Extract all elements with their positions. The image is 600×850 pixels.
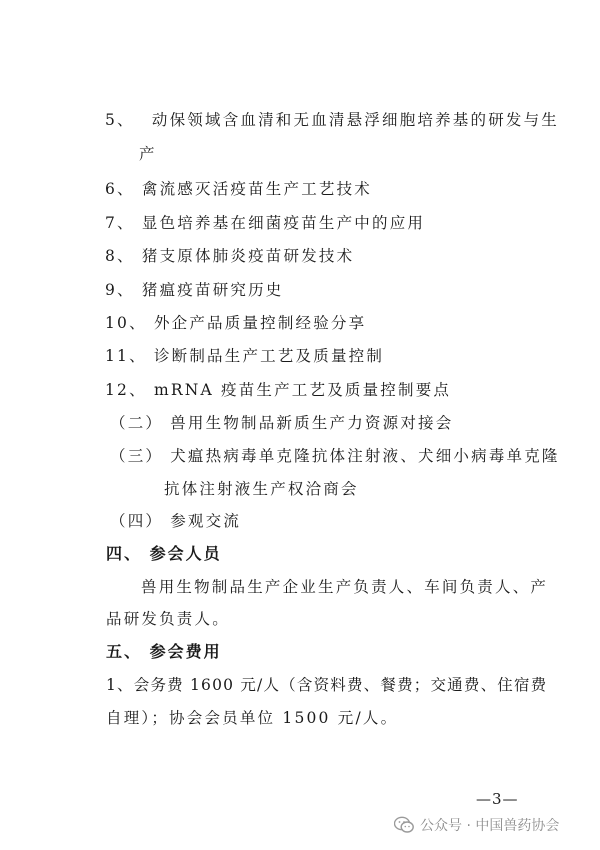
fees-body-line-2: 自理）；协会会员单位 1500 元/人。 xyxy=(106,709,399,727)
section-2: （二） 兽用生物制品新质生产力资源对接会 xyxy=(110,414,454,432)
wechat-watermark xyxy=(394,815,559,835)
wechat-icon xyxy=(394,816,414,834)
heading-fees: 五、 参会费用 xyxy=(106,642,222,661)
participants-body-line-1: 兽用生物制品生产企业生产负责人、车间负责人、产 xyxy=(141,578,549,596)
list-item-8: 8、 猪支原体肺炎疫苗研发技术 xyxy=(105,247,355,265)
watermark-text: 公众号 · 中国兽药协会 xyxy=(420,818,560,834)
list-item-5-number: 5、 xyxy=(105,111,135,129)
list-item-11: 11、 诊断制品生产工艺及质量控制 xyxy=(105,347,385,365)
list-item-5-continuation: 产 xyxy=(139,145,157,163)
participants-body-line-2: 品研发负责人。 xyxy=(106,610,230,628)
list-item-6: 6、 禽流感灭活疫苗生产工艺技术 xyxy=(105,180,372,198)
section-4: （四） 参观交流 xyxy=(110,512,242,530)
fees-body-line-1: 1、会务费 1600 元/人（含资料费、餐费；交通费、住宿费 xyxy=(106,676,548,694)
section-3-line-2: 抗体注射液生产权洽商会 xyxy=(164,480,359,498)
page-number: —3— xyxy=(476,790,519,808)
list-item-5-text: 动保领域含血清和无血清悬浮细胞培养基的研发与生 xyxy=(151,111,560,129)
list-item-7: 7、 显色培养基在细菌疫苗生产中的应用 xyxy=(105,214,426,232)
section-3-line-1: （三） 犬瘟热病毒单克隆抗体注射液、犬细小病毒单克隆 xyxy=(110,447,560,465)
heading-participants: 四、 参会人员 xyxy=(106,544,222,563)
list-item-5 xyxy=(105,110,559,130)
list-item-10: 10、 外企产品质量控制经验分享 xyxy=(105,314,367,332)
list-item-9: 9、 猪瘟疫苗研究历史 xyxy=(105,281,284,299)
list-item-12: 12、 mRNA 疫苗生产工艺及质量控制要点 xyxy=(105,381,452,399)
